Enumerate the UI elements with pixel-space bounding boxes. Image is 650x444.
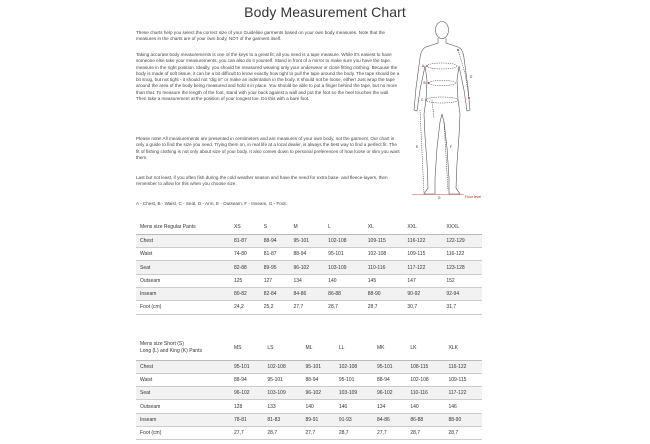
- table-cell: 28,7: [406, 426, 444, 439]
- size-header: LL: [335, 336, 373, 360]
- size-header: LS: [263, 336, 301, 360]
- table-row: [136, 248, 482, 261]
- row-label: Waist: [136, 248, 230, 261]
- size-header: XXXL: [442, 221, 482, 234]
- table-cell: 84-86: [290, 287, 325, 300]
- table-cell: 96-102: [301, 387, 334, 400]
- table-cell: 140: [406, 400, 444, 413]
- table-row: [136, 234, 482, 247]
- row-label: Seat: [136, 387, 230, 400]
- table-cell: 82-84: [260, 287, 290, 300]
- marker-d-end: [468, 97, 470, 99]
- table-cell: 88-94: [373, 373, 406, 386]
- table-cell: 86-88: [406, 413, 444, 426]
- table-row: [136, 400, 482, 413]
- table-cell: 102-108: [406, 373, 444, 386]
- table-cell: 28,7: [263, 426, 301, 439]
- table-cell: 81-87: [230, 234, 260, 247]
- table-cell: 88-94: [290, 248, 325, 261]
- table-cell: 102-108: [364, 248, 404, 261]
- note-paragraph: Please note! All measurements are presented in centimeters and are measures of your own body, not the garment. Our chart is only a guide to find the size you need. Trying them on, in real life at a local dealer, is always the best way to find a perfect fit. The fit of fishing clothing is not only about size of your body. It also comes down to personal preferences of how loose or slim you want them.: [136, 136, 400, 160]
- table-cell: 89-95: [260, 261, 290, 274]
- table-cell: 88-94: [301, 373, 334, 386]
- table-row: [136, 287, 482, 300]
- table-cell: 88-94: [260, 234, 290, 247]
- table-cell: 134: [290, 274, 325, 287]
- table-cell: 27,7: [290, 301, 325, 314]
- table-cell: 146: [444, 400, 482, 413]
- table-cell: 96-102: [373, 387, 406, 400]
- table-cell: 103-109: [335, 387, 373, 400]
- table-cell: 96-102: [290, 261, 325, 274]
- table-cell: 90-92: [403, 287, 442, 300]
- table-row: [136, 360, 482, 373]
- letter-g: G: [438, 196, 441, 200]
- table-cell: 103-109: [324, 261, 364, 274]
- row-label: Foot (cm): [136, 301, 230, 314]
- row-label: Inseam: [136, 287, 230, 300]
- table-row: [136, 413, 482, 426]
- size-header: LK: [406, 336, 444, 360]
- table-cell: 89-91: [301, 413, 334, 426]
- table-cell: 133: [263, 400, 301, 413]
- size-header: S: [260, 221, 290, 234]
- table-cell: 88-90: [444, 413, 482, 426]
- marker-d: [457, 49, 459, 51]
- table-cell: 102-108: [335, 360, 373, 373]
- page-title: Body Measurement Chart: [244, 4, 406, 20]
- table-cell: 92-94: [442, 287, 482, 300]
- floor-level-label: Floor level: [465, 195, 482, 199]
- size-header: XLK: [444, 336, 482, 360]
- table-cell: 109-115: [444, 373, 482, 386]
- table-cell: 125: [230, 274, 260, 287]
- table-cell: 95-101: [373, 360, 406, 373]
- table-header-row: [136, 336, 482, 360]
- table-cell: 88-94: [230, 373, 263, 386]
- size-header: XXL: [403, 221, 442, 234]
- measurement-legend: A - Chest, B - Waist, C - Seat, D - Arm, E - Outseam, F - Inseam, G - Foot.: [136, 201, 287, 206]
- measurement-markers: [425, 49, 470, 101]
- table-cell: 24,2: [230, 301, 260, 314]
- table-cell: 27,7: [230, 426, 263, 439]
- table-cell: 84-86: [373, 413, 406, 426]
- table-cell: 95-101: [301, 360, 334, 373]
- table-cell: 110-116: [364, 261, 404, 274]
- table-cell: 82-88: [230, 261, 260, 274]
- table-cell: 152: [442, 274, 482, 287]
- marker-a: [426, 65, 428, 67]
- letter-a: A: [422, 64, 425, 68]
- row-label: Foot (cm): [136, 426, 230, 439]
- table-cell: 96-102: [230, 387, 263, 400]
- table-cell: 102-108: [324, 234, 364, 247]
- table-cell: 81-83: [263, 413, 301, 426]
- short-long-king-size-table: [136, 336, 482, 440]
- table-cell: 27,7: [373, 426, 406, 439]
- table-cell: 109-115: [364, 234, 404, 247]
- table-cell: 27,7: [301, 426, 334, 439]
- table-cell: 95-101: [290, 234, 325, 247]
- row-label: Chest: [136, 234, 230, 247]
- table-cell: 116-122: [403, 234, 442, 247]
- table-cell: 95-101: [335, 373, 373, 386]
- table-cell: 145: [364, 274, 404, 287]
- size-header: MS: [230, 336, 263, 360]
- table-cell: 30,7: [403, 301, 442, 314]
- table-row: [136, 261, 482, 274]
- row-label: Waist: [136, 373, 230, 386]
- body-measurement-figure: [402, 18, 482, 200]
- letter-f: F: [450, 145, 452, 149]
- table-cell: 81-87: [260, 248, 290, 261]
- table-header-row: [136, 221, 482, 234]
- table-cell: 102-108: [263, 360, 301, 373]
- table-cell: 91-93: [335, 413, 373, 426]
- table-cell: 25,2: [260, 301, 290, 314]
- table-cell: 110-116: [406, 387, 444, 400]
- letter-e: E: [416, 145, 419, 149]
- table-cell: 28,7: [335, 426, 373, 439]
- table-cell: 134: [373, 400, 406, 413]
- letter-b: B: [423, 81, 426, 85]
- letter-d: D: [470, 75, 473, 79]
- table-cell: 78-81: [230, 413, 263, 426]
- marker-b: [428, 82, 430, 84]
- table-cell: 123-128: [442, 261, 482, 274]
- intro-paragraph: These charts help you select the correct size of your Guideline garments based on your own body measures. Note that the measures in the charts are of your own body, NOT of the garment itself.: [136, 30, 385, 42]
- table-cell: 128: [230, 400, 263, 413]
- row-label: Inseam: [136, 413, 230, 426]
- table-cell: 116-122: [442, 248, 482, 261]
- size-header: M: [290, 221, 325, 234]
- table-row: [136, 301, 482, 314]
- table-cell: 28,7: [364, 301, 404, 314]
- table-cell: 88-90: [364, 287, 404, 300]
- table-cell: 116-122: [444, 360, 482, 373]
- table-cell: 103-109: [263, 387, 301, 400]
- table-cell: 140: [301, 400, 334, 413]
- row-label: Seat: [136, 261, 230, 274]
- table-cell: 80-82: [230, 287, 260, 300]
- size-header: L: [324, 221, 364, 234]
- table-cell: 95-101: [230, 360, 263, 373]
- table-row: [136, 387, 482, 400]
- table-header-label: [136, 336, 230, 360]
- table-cell: 108-115: [406, 360, 444, 373]
- table-cell: 140: [324, 274, 364, 287]
- row-label: Outseam: [136, 400, 230, 413]
- row-label: Chest: [136, 360, 230, 373]
- table-row: [136, 426, 482, 439]
- table-cell: 122-129: [442, 234, 482, 247]
- table-header-line: Long (L) and King (K) Pants: [140, 347, 202, 354]
- table-cell: 146: [335, 400, 373, 413]
- marker-c: [425, 99, 427, 101]
- row-label: Outseam: [136, 274, 230, 287]
- regular-size-table: [136, 221, 482, 315]
- table-cell: 95-101: [324, 248, 364, 261]
- table-cell: 31,7: [442, 301, 482, 314]
- table-cell: 95-101: [263, 373, 301, 386]
- size-header: XS: [230, 221, 260, 234]
- size-header: MK: [373, 336, 406, 360]
- table-cell: 147: [403, 274, 442, 287]
- table-row: [136, 274, 482, 287]
- table-header-line: Mens size Short (S): [140, 341, 184, 348]
- cold-weather-paragraph: Last but not least, if you often fish during the cold weather season and have the need for extra base- and fleece-layers, then remember to allow for this when you choose size.: [136, 175, 388, 187]
- size-header: XL: [364, 221, 404, 234]
- table-cell: 127: [260, 274, 290, 287]
- size-header: ML: [301, 336, 334, 360]
- letter-c: C: [421, 98, 424, 102]
- measuring-instructions-paragraph: Taking accurate body measurements is one of the keys to a great fit; all you need is a tape measure. While it's easiest to have someone else take your measurements, you can also do it yourself. Stand in front of a mirror to make sure you have the tape measure in the right position. Ideally, you should be measured wearing only your underwear or close fitting clothing. Because the body is made of soft tissue, it can be a bit difficult to know exactly how tight to pull the tape around the body. The tape should be a bit snug, but not tight - it should not "dig in" or make an indentation in the body. It should not be loose, either! Just wrap the tape around the area of the body being measured and hold it in place. You should be able to put a finger behind the tape, but no more than that. To measure the length of the foot, stand with your back against a wall and put the foot so the heel touches the wall. Then take a measurement at the position of your longest toe. Do this with a bare foot.: [136, 52, 400, 102]
- table-row: [136, 373, 482, 386]
- table-cell: 86-88: [324, 287, 364, 300]
- table-cell: 109-115: [403, 248, 442, 261]
- body-outline-illustration: [402, 18, 482, 200]
- table-header-label: Mens size Regular Pants: [136, 221, 230, 234]
- table-cell: 74-80: [230, 248, 260, 261]
- table-cell: 117-122: [403, 261, 442, 274]
- table-cell: 28,7: [324, 301, 364, 314]
- table-cell: 117-122: [444, 387, 482, 400]
- table-cell: 28,7: [444, 426, 482, 439]
